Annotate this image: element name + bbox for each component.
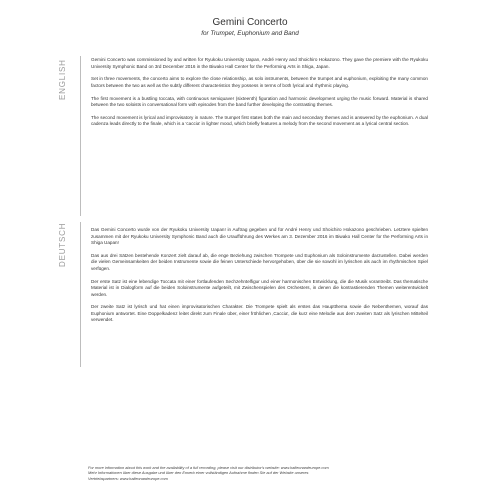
footer-line: Vertriebspartners: www.halleonardeurope.com	[88, 475, 168, 481]
english-text	[91, 57, 428, 134]
footer-line: Mehr Informationen über diese Ausgabe und über den Erwerb einer vollständigen Aufnahme finden Sie auf der Website unseres	[88, 470, 309, 476]
english-paragraph: The second movement is lyrical and improvisatory in nature. The trumpet first states both the main and secondary themes and is answered by the euphonium. A dual cadenza leads directly to the finale, which is a 'caccia' in lighter mood, which briefly features a melody from the second movement as a lyrical central section.	[91, 114, 428, 127]
deutsch-paragraph: Das Gemini Concerto wurde von der Ryukoku University Uapan! in Auftrag gegeben und für André Henry und Shoichiro Hokazono geschrieben. Letztere spielten zusammen mit der Ryukoku University Symphonic Band auch die Uraufführung des Werkes am 3. Dezember 2016 im Biwako Hall Center for the Performing Arts in Shiga Uapan!	[91, 227, 428, 245]
deutsch-paragraph: Der zweite Satz ist lyrisch und hat einen improvisatorischen Charakter. Die Trompete spielt als erstes das Hauptthema sowie die Nebenthemen, worauf das Euphonium antwortet. Eine Doppelkadenz leitet direkt zum Finale über, einer fröhlichen ‚Caccia', die kurz eine Melodie aus dem zweiten Satz als lyrischen Mittelteil verwendet.	[91, 304, 428, 323]
english-divider	[80, 56, 81, 216]
footer-line: For more information about this work and the availability of a full recording, please visit our distributor's website: www.halleonardeurope.com	[88, 465, 329, 470]
page-title: Gemini Concerto	[212, 17, 288, 28]
footer-note	[88, 465, 428, 481]
deutsch-section-label: DEUTSCH	[58, 222, 67, 267]
deutsch-paragraph: Der erste Satz ist eine lebendige Toccata mit einer fortlaufenden Sechzehntelfigur und einer harmonischen Entwicklung, die die Musik vorantreibt. Das thematische Material ist in Dialogform auf die beiden Soloinstrumente aufgeteilt, mit Zwischenspielen des Orchesters, in denen die kontrastierenden Themen weiterentwickelt werden.	[91, 278, 428, 297]
deutsch-divider	[80, 222, 81, 367]
deutsch-text	[91, 227, 428, 330]
english-paragraph: Gemini Concerto was commissioned by and written for Ryukoku University Uapan, André Henry and Shoichiro Hokazono. They gave the premiere with the Ryukoku University Symphonic Band on 3rd December 2016 in the Biwako Hall Center for the Performing Arts in Shiga, Japan.	[91, 57, 428, 69]
english-section-label: ENGLISH	[58, 59, 67, 100]
deutsch-paragraph: Das aus drei Sätzen bestehende Konzert zielt darauf ab, die enge Beziehung zwischen Trompete und Euphonium als Soloinstrumente darzustellen. Dabei werden die vielen Gemeinsamkeiten der beiden Instrumente sowie die feinen Unterschiede hervorgehoben, über die sie sowohl im lyrischen als auch im rhythmischen Spiel verfügen.	[91, 252, 428, 271]
english-paragraph: The first movement is a bustling toccata, with continuous semiquaver (sixteenth) figuration and harmonic development urging the music forward. Material is shared between the two soloists in conversational form with episodes from the band further developing the contrasting themes.	[91, 95, 428, 108]
page-subtitle: for Trumpet, Euphonium and Band	[201, 30, 299, 37]
english-paragraph: Set in three movements, the concerto aims to explore the close relationship, as solo instruments, between the trumpet and euphonium, exploiting the many common factors between the two as well as the subtly different characteristics they possess in terms of both lyrical and rhythmic playing.	[91, 76, 428, 88]
